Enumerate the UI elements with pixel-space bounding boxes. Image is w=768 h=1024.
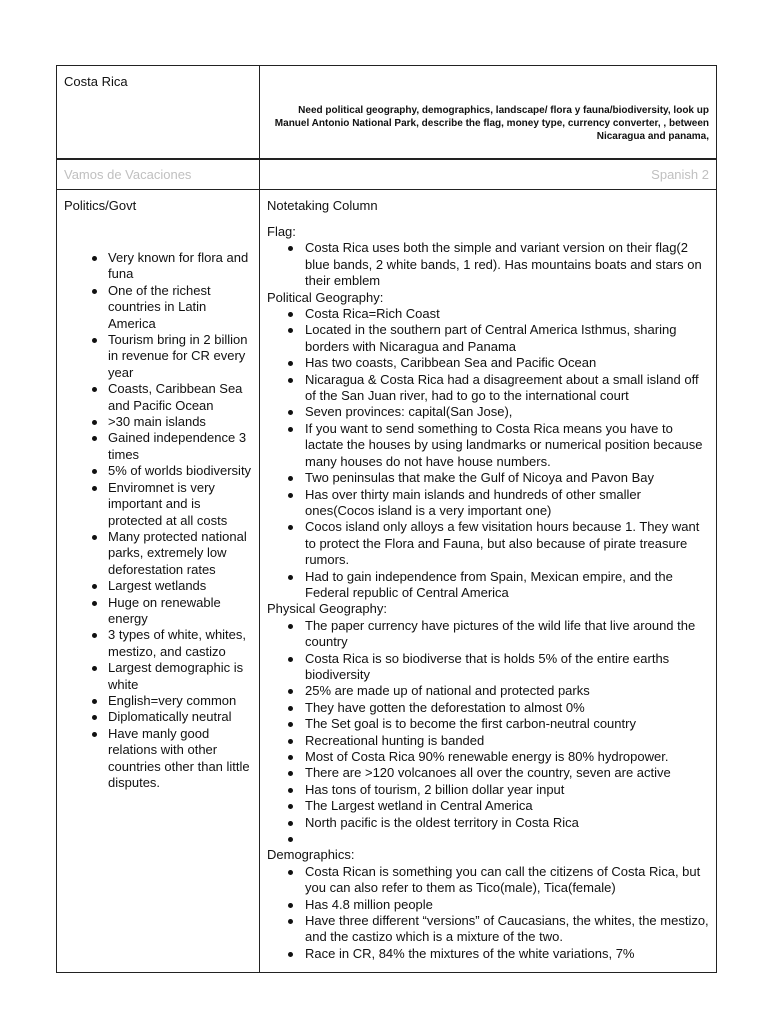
list-item (267, 815, 709, 831)
notetaking-heading: Notetaking Column (267, 198, 378, 213)
bullet-icon (92, 436, 97, 441)
bullet-icon (92, 666, 97, 671)
list-item (267, 913, 709, 946)
bullet-icon (288, 739, 293, 744)
section-title: Flag: (267, 224, 296, 239)
list-item-text: The paper currency have pictures of the wild life that live around the country (305, 617, 696, 650)
list-item-text: Most of Costa Rica 90% renewable energy is 80% hydropower. (305, 749, 669, 764)
section-list (267, 306, 709, 601)
list-item (64, 660, 252, 693)
notes-table (56, 65, 717, 973)
list-item (267, 322, 709, 355)
bullet-icon (288, 706, 293, 711)
list-item-text: Have manly good relations with other countries other than little disputes. (108, 725, 250, 790)
section-list (267, 618, 709, 848)
bullet-icon (288, 575, 293, 580)
bullet-icon (92, 289, 97, 294)
subtitle-left-cell (57, 160, 259, 189)
bullet-icon (92, 715, 97, 720)
list-item (267, 782, 709, 798)
list-item-text: Diplomatically neutral (108, 709, 232, 725)
list-item (267, 372, 709, 405)
list-item (64, 463, 252, 479)
list-item (267, 864, 709, 897)
section-list (267, 240, 709, 289)
list-item-text: They have gotten the deforestation to almost 0% (305, 699, 585, 715)
title-cell (57, 66, 259, 158)
bullet-icon (288, 837, 293, 842)
bullet-icon (92, 584, 97, 589)
list-item-text: The Largest wetland in Central America (305, 798, 533, 814)
list-item (64, 726, 252, 792)
bullet-icon (288, 804, 293, 809)
list-item-text: Huge on renewable energy (108, 594, 221, 626)
bullet-icon (288, 771, 293, 776)
notetaking-column (260, 190, 716, 972)
list-item-text: Nicaragua & Costa Rica had a disagreement about a small island off of the San Juan river, had to go to the international court (305, 371, 699, 404)
subtitle-right: Spanish 2 (651, 167, 709, 182)
list-item-text: Seven provinces: capital(San Jose), (305, 404, 513, 420)
bullet-icon (92, 535, 97, 540)
list-item-text: Largest demographic is white (108, 660, 244, 692)
list-item (64, 693, 252, 709)
bullet-icon (92, 469, 97, 474)
bullet-icon (288, 755, 293, 760)
bullet-icon (288, 525, 293, 530)
bullet-icon (288, 788, 293, 793)
list-item-text: Has over thirty main islands and hundreds of other smaller ones(Cocos island is a very important one) (305, 486, 641, 518)
bullet-icon (288, 919, 293, 924)
bullet-icon (288, 722, 293, 727)
section-title: Demographics: (267, 847, 355, 863)
list-item-text: Largest wetlands (108, 578, 207, 594)
bullet-icon (288, 328, 293, 333)
list-item-text: Costa Rican is something you can call the citizens of Costa Rica, but you can also refer to them as Tico(male), Tica(female) (305, 863, 701, 896)
list-item (267, 569, 709, 602)
bullet-icon (288, 312, 293, 317)
list-item (267, 897, 709, 913)
list-item (267, 831, 709, 847)
list-item-text: Costa Rica=Rich Coast (305, 306, 440, 322)
list-item (267, 946, 709, 962)
task-cell (260, 66, 716, 158)
list-item (64, 578, 252, 594)
list-item-text: >30 main islands (108, 414, 206, 430)
list-item (64, 414, 252, 430)
task-description: Need political geography, demographics, landscape/ flora y fauna/biodiversity, look up Manuel Antonio National Park, describe the flag, money type, currency converter, , between Nicaragua and panama, (274, 105, 709, 142)
list-item-text: Recreational hunting is banded (305, 732, 485, 748)
bullet-icon (288, 427, 293, 432)
list-item (64, 529, 252, 578)
left-heading: Politics/Govt (64, 198, 137, 213)
list-item (64, 283, 252, 332)
bullet-icon (288, 361, 293, 366)
list-item-text: If you want to send something to Costa Rica means you have to lactate the houses by using landmarks or numerical position because many houses do not have house numbers. (305, 420, 703, 469)
list-item-text: There are >120 volcanoes all over the country, seven are active (305, 765, 671, 781)
list-item-text: Very known for flora and funa (108, 250, 249, 282)
bullet-icon (288, 493, 293, 498)
bullet-icon (288, 657, 293, 662)
list-item-text: Coasts, Caribbean Sea and Pacific Ocean (108, 381, 243, 413)
bullet-icon (92, 420, 97, 425)
list-item-text: Costa Rica uses both the simple and variant version on their flag(2 blue bands, 2 white bands, 1 red). Has mountains boats and stars on their emblem (305, 240, 702, 289)
bullet-icon (92, 732, 97, 737)
list-item (64, 709, 252, 725)
bullet-icon (288, 870, 293, 875)
content-row (57, 190, 716, 972)
list-item (267, 798, 709, 814)
list-item (267, 716, 709, 732)
section-title: Political Geography: (267, 289, 384, 305)
list-item-text: Have three different “versions” of Caucasians, the whites, the mestizo, and the castizo which is a mixture of the two. (305, 913, 709, 945)
list-item-text: 25% are made up of national and protected parks (305, 683, 590, 699)
subtitle-row (57, 160, 716, 190)
list-item (267, 355, 709, 371)
bullet-icon (288, 952, 293, 957)
list-item-text: Cocos island only alloys a few visitation hours because 1. They want to protect the Flora and Fauna, but also because of pirate treasure rumors. (305, 519, 700, 568)
bullet-icon (288, 821, 293, 826)
section-title: Physical Geography: (267, 601, 387, 617)
bullet-icon (92, 633, 97, 638)
list-item-text: Tourism bring in 2 billion in revenue for CR every year (108, 332, 248, 380)
list-item-text: Has tons of tourism, 2 billion dollar year input (305, 781, 565, 797)
list-item (64, 332, 252, 381)
politics-list (64, 250, 252, 791)
bullet-icon (288, 378, 293, 383)
section-list (267, 864, 709, 962)
subtitle-right-cell (260, 160, 716, 189)
list-item-text (305, 831, 309, 846)
bullet-icon (288, 689, 293, 694)
bullet-icon (92, 601, 97, 606)
list-item-text: Had to gain independence from Spain, Mexican empire, and the Federal republic of Central America (305, 568, 673, 600)
bullet-icon (92, 699, 97, 704)
page-title: Costa Rica (64, 74, 128, 89)
list-item-text: 5% of worlds biodiversity (108, 463, 252, 479)
list-item (64, 480, 252, 529)
list-item (267, 700, 709, 716)
bullet-icon (288, 410, 293, 415)
list-item (267, 651, 709, 684)
list-item (267, 421, 709, 470)
list-item-text: Many protected national parks, extremely low deforestation rates (108, 528, 247, 577)
list-item (267, 618, 709, 651)
list-item-text: Located in the southern part of Central America Isthmus, sharing borders with Nicaragua and Panama (305, 322, 677, 354)
bullet-icon (288, 476, 293, 481)
list-item (267, 733, 709, 749)
left-column (57, 190, 259, 972)
list-item-text: 3 types of white, whites, mestizo, and castizo (108, 627, 247, 659)
bullet-icon (92, 486, 97, 491)
bullet-icon (288, 903, 293, 908)
bullet-icon (92, 338, 97, 343)
list-item-text: Enviromnet is very important and is protected at all costs (108, 479, 228, 528)
list-item (267, 749, 709, 765)
header-row (57, 66, 716, 160)
list-item (64, 381, 252, 414)
list-item (267, 470, 709, 486)
list-item-text: Race in CR, 84% the mixtures of the white variations, 7% (305, 945, 635, 961)
list-item-text: North pacific is the oldest territory in Costa Rica (305, 814, 579, 830)
list-item (267, 306, 709, 322)
bullet-icon (288, 246, 293, 251)
notes-sections (267, 224, 709, 962)
list-item (267, 765, 709, 781)
list-item-text: One of the richest countries in Latin America (108, 282, 211, 331)
list-item-text: The Set goal is to become the first carbon-neutral country (305, 716, 636, 732)
list-item-text: Costa Rica is so biodiverse that is holds 5% of the entire earths biodiversity (305, 650, 670, 682)
list-item-text: Gained independence 3 times (108, 430, 247, 462)
subtitle-left: Vamos de Vacaciones (64, 167, 192, 182)
list-item (267, 404, 709, 420)
list-item-text: Two peninsulas that make the Gulf of Nicoya and Pavon Bay (305, 470, 655, 486)
bullet-icon (288, 624, 293, 629)
list-item (64, 250, 252, 283)
list-item (64, 595, 252, 628)
list-item-text: Has 4.8 million people (305, 896, 433, 912)
list-item (64, 627, 252, 660)
list-item-text: Has two coasts, Caribbean Sea and Pacific Ocean (305, 355, 597, 371)
list-item (267, 487, 709, 520)
bullet-icon (92, 256, 97, 261)
list-item (64, 430, 252, 463)
list-item (267, 519, 709, 568)
list-item (267, 240, 709, 289)
bullet-icon (92, 387, 97, 392)
list-item (267, 683, 709, 699)
list-item-text: English=very common (108, 692, 237, 708)
